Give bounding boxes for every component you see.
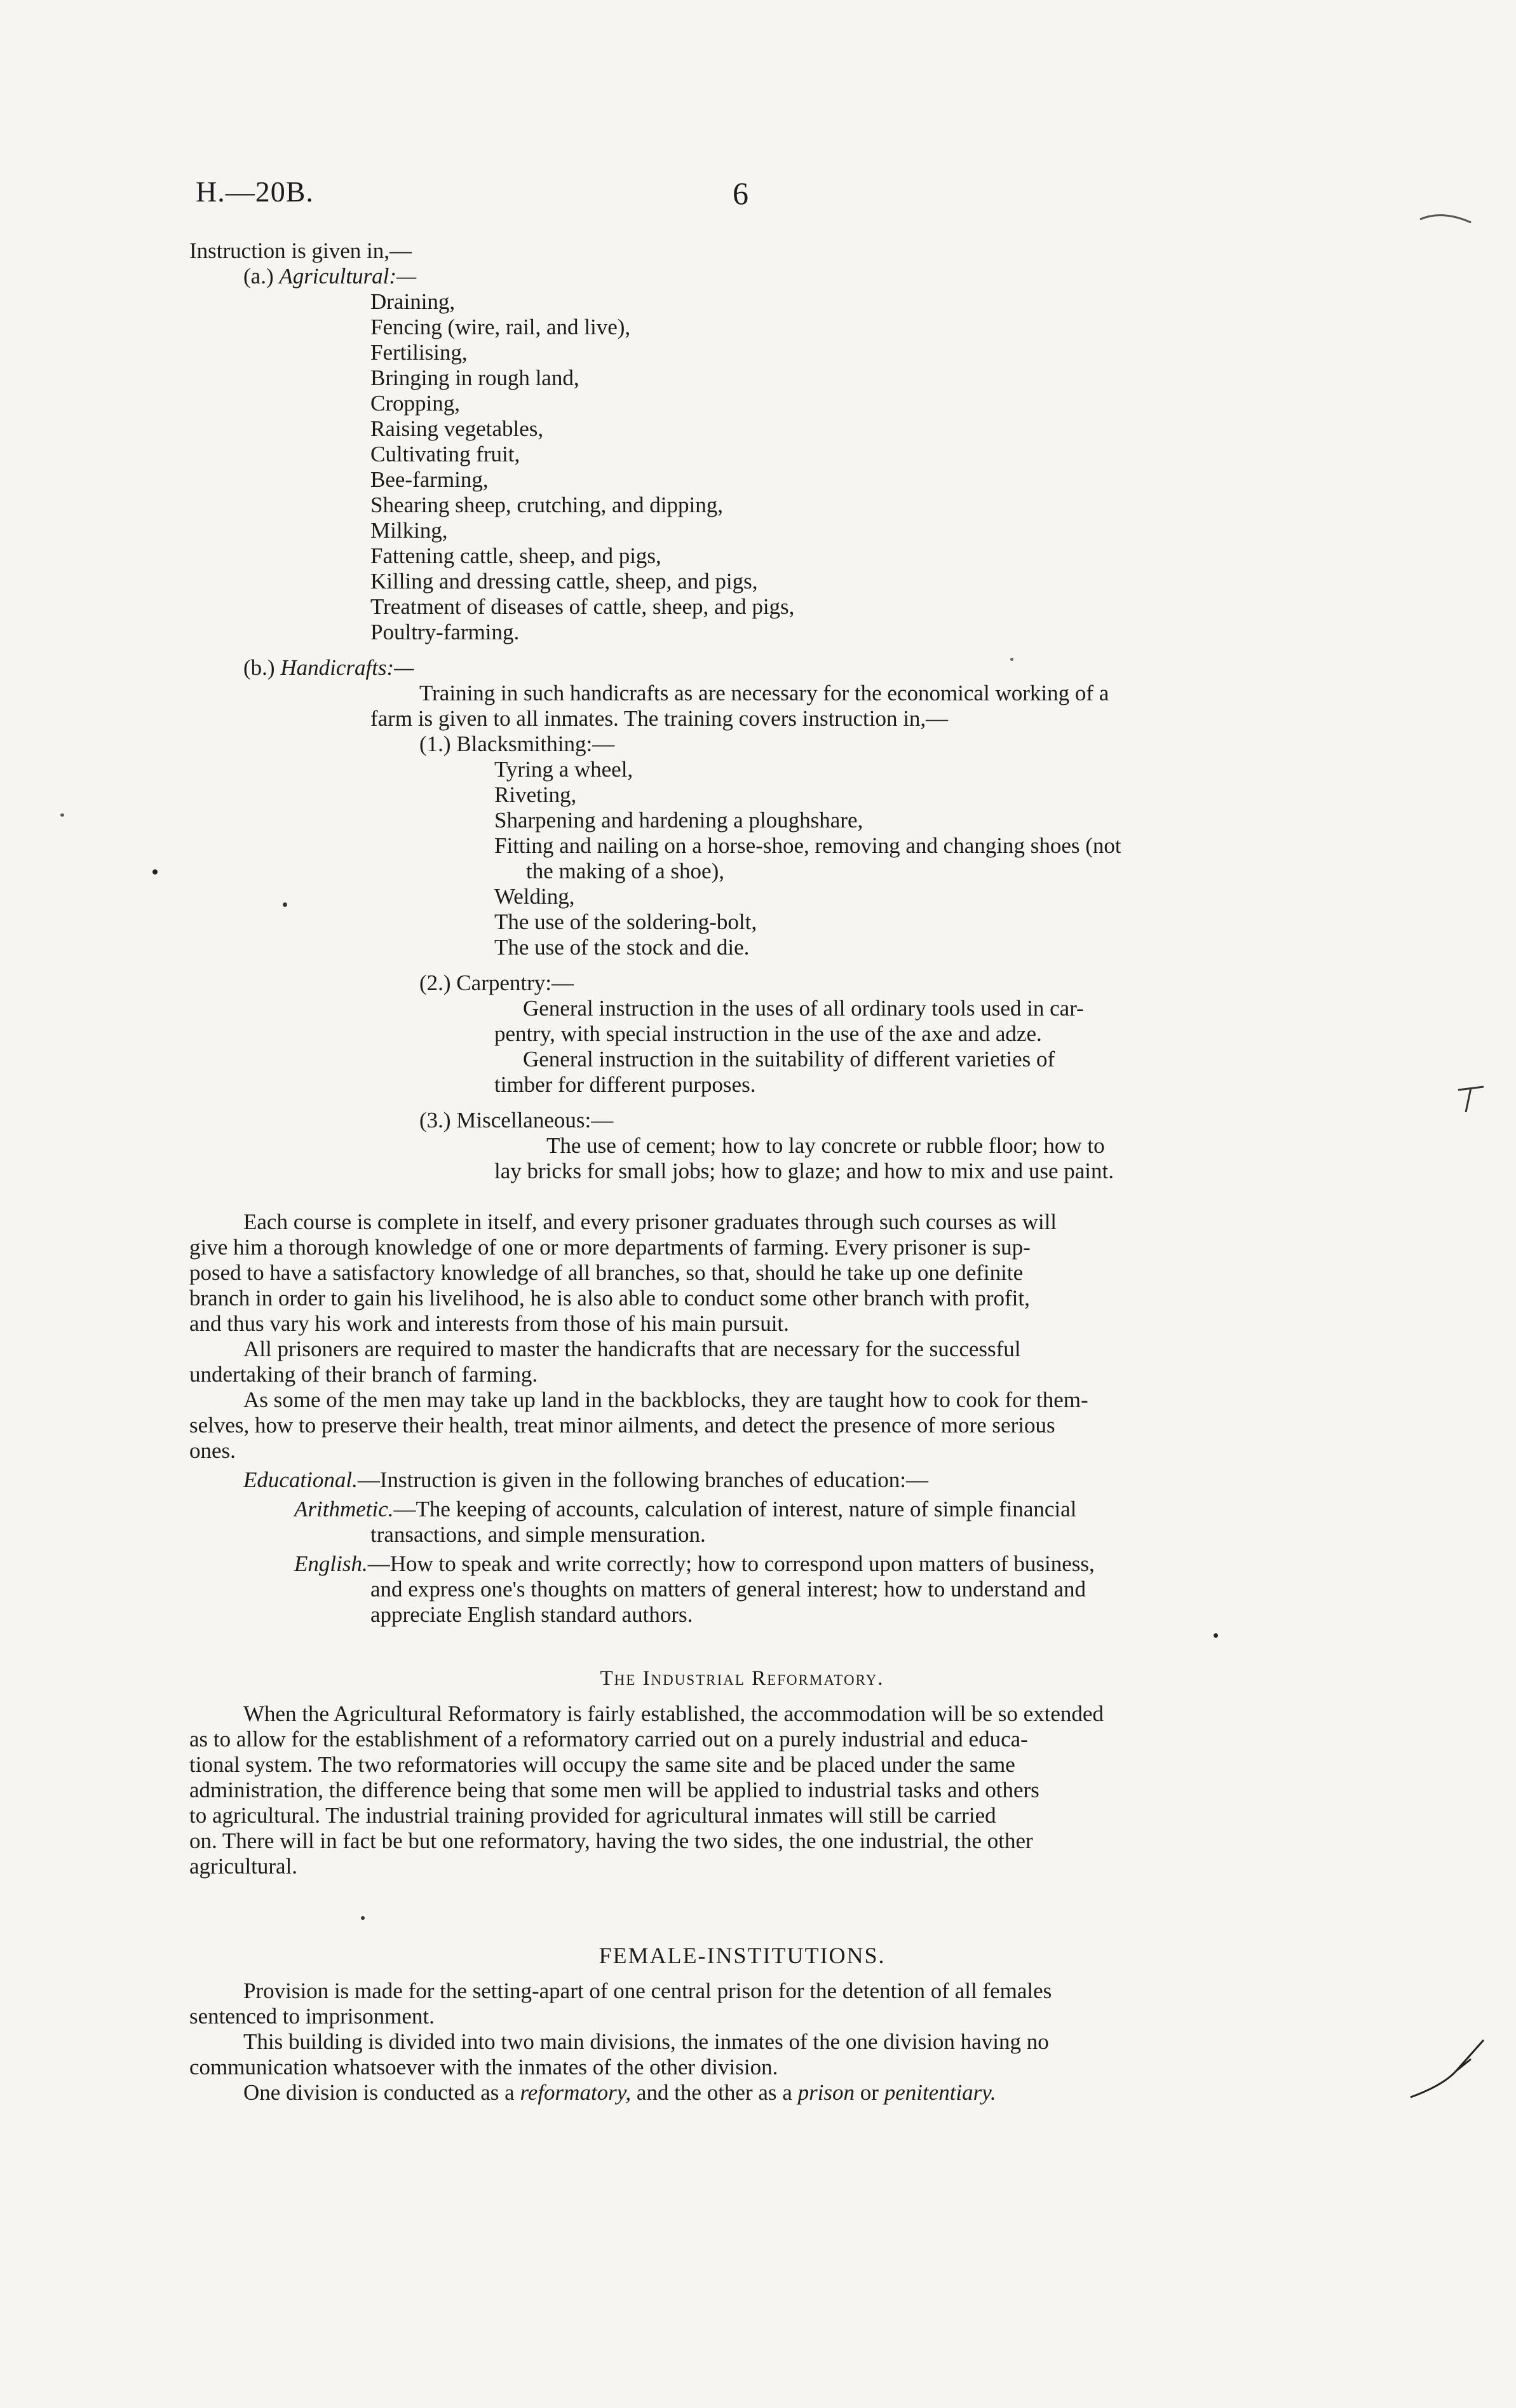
arithmetic-line: transactions, and simple mensuration. bbox=[370, 1522, 706, 1547]
list-item: Riveting, bbox=[494, 782, 577, 807]
paragraph-line: tional system. The two reformatories will occupy the same site and be placed under the same bbox=[189, 1752, 1015, 1777]
paragraph-line: to agricultural. The industrial training provided for agricultural inmates will still be carried bbox=[189, 1803, 996, 1828]
carpentry-line: timber for different purposes. bbox=[494, 1072, 756, 1097]
carpentry-line: pentry, with special instruction in the use of the axe and adze. bbox=[494, 1021, 1042, 1046]
list-item: Fitting and nailing on a horse-shoe, removing and changing shoes (not bbox=[494, 833, 1121, 858]
female-paragraph-1 bbox=[189, 1978, 1295, 2029]
list-item: Cultivating fruit, bbox=[370, 442, 520, 466]
carpentry-line: General instruction in the suitability of different varieties of bbox=[523, 1047, 1055, 1071]
female-paragraph-3 bbox=[189, 2080, 1295, 2105]
emphasis-prison: prison bbox=[797, 2080, 855, 2105]
paragraph-line: Each course is complete in itself, and every prisoner graduates through such courses as will bbox=[243, 1209, 1057, 1234]
scan-dot bbox=[60, 813, 64, 817]
list-item: Killing and dressing cattle, sheep, and pigs, bbox=[370, 569, 758, 594]
miscellaneous-line: The use of cement; how to lay concrete or rubble floor; how to bbox=[546, 1133, 1105, 1158]
paragraph-line: communication whatsoever with the inmates of the other division. bbox=[189, 2055, 778, 2079]
educational-intro: —Instruction is given in the following branches of education:— bbox=[357, 1467, 928, 1492]
arithmetic-text: —The keeping of accounts, calculation of interest, nature of simple financial bbox=[393, 1497, 1077, 1521]
educational-heading bbox=[189, 1467, 1295, 1493]
female-institutions-heading: FEMALE-INSTITUTIONS. bbox=[599, 1943, 886, 1968]
margin-pen-stroke bbox=[1407, 2034, 1490, 2104]
arithmetic-title: Arithmetic. bbox=[294, 1497, 394, 1521]
blacksmithing-heading: (1.) Blacksmithing:— bbox=[419, 731, 615, 756]
paragraph-line: sentenced to imprisonment. bbox=[189, 2004, 435, 2029]
list-item: The use of the stock and die. bbox=[494, 935, 750, 960]
paragraph-line: on. There will in fact be but one reformatory, having the two sides, the one industrial, the other bbox=[189, 1828, 1033, 1853]
paragraph-line: agricultural. bbox=[189, 1854, 298, 1879]
english-line: and express one's thoughts on matters of general interest; how to understand and bbox=[370, 1577, 1086, 1602]
paragraph-line: as to allow for the establishment of a reformatory carried out on a purely industrial and educa- bbox=[189, 1727, 1028, 1752]
handicrafts-intro-line: farm is given to all inmates. The training covers instruction in,— bbox=[370, 706, 949, 731]
list-item: Treatment of diseases of cattle, sheep, and pigs, bbox=[370, 594, 795, 619]
document-reference: H.—20B. bbox=[196, 175, 314, 208]
english-line bbox=[189, 1551, 1295, 1577]
page-body bbox=[189, 238, 1295, 2105]
paragraph-line: All prisoners are required to master the handicrafts that are necessary for the successful bbox=[243, 1337, 1021, 1361]
arithmetic-line bbox=[189, 1497, 1295, 1522]
emphasis-reformatory: reformatory, bbox=[520, 2080, 632, 2105]
paragraph-line: ones. bbox=[189, 1438, 236, 1463]
list-item: Raising vegetables, bbox=[370, 416, 544, 441]
english-text: —How to speak and write correctly; how to correspond upon matters of business, bbox=[367, 1551, 1095, 1576]
miscellaneous-heading: (3.) Miscellaneous:— bbox=[419, 1108, 614, 1133]
agricultural-label: (a.) bbox=[243, 264, 274, 289]
list-item: Fattening cattle, sheep, and pigs, bbox=[370, 543, 661, 568]
list-item: Cropping, bbox=[370, 391, 460, 416]
list-item: Sharpening and hardening a ploughshare, bbox=[494, 808, 863, 833]
list-item: The use of the soldering-bolt, bbox=[494, 909, 757, 934]
industrial-reformatory-heading: The Industrial Reformatory. bbox=[600, 1667, 884, 1690]
instruction-intro: Instruction is given in,— bbox=[189, 238, 412, 263]
paragraph-text: One division is conducted as a bbox=[243, 2080, 520, 2105]
paragraph-text: or bbox=[855, 2080, 884, 2105]
handicrafts-label: (b.) bbox=[243, 655, 275, 680]
carpentry-heading: (2.) Carpentry:— bbox=[419, 970, 574, 995]
paragraph-line: Provision is made for the setting-apart of one central prison for the detention of all females bbox=[243, 1978, 1052, 2003]
paragraph-line: When the Agricultural Reformatory is fairly established, the accommodation will be so extended bbox=[243, 1701, 1104, 1726]
paragraph-line: branch in order to gain his livelihood, he is also able to conduct some other branch with profit, bbox=[189, 1286, 1030, 1310]
carpentry-line: General instruction in the uses of all ordinary tools used in car- bbox=[523, 996, 1084, 1021]
agricultural-list bbox=[189, 289, 1295, 645]
paragraph-line: posed to have a satisfactory knowledge of all branches, so that, should he take up one definite bbox=[189, 1260, 1024, 1285]
female-paragraph-2 bbox=[189, 2029, 1295, 2080]
list-item-continuation: the making of a shoe), bbox=[526, 859, 724, 883]
blacksmithing-list bbox=[189, 757, 1295, 960]
margin-tick-mark bbox=[1452, 1061, 1490, 1119]
scan-dot bbox=[152, 869, 158, 874]
backblocks-paragraph bbox=[189, 1387, 1295, 1464]
margin-pencil-mark bbox=[1417, 203, 1474, 229]
list-item: Bringing in rough land, bbox=[370, 365, 579, 390]
list-item: Poultry-farming. bbox=[370, 620, 520, 644]
educational-title: Educational. bbox=[243, 1467, 358, 1492]
handicrafts-heading bbox=[189, 655, 1295, 681]
miscellaneous-line: lay bricks for small jobs; how to glaze; and how to mix and use paint. bbox=[494, 1159, 1114, 1183]
page-number: 6 bbox=[733, 175, 749, 211]
english-line: appreciate English standard authors. bbox=[370, 1602, 693, 1627]
agricultural-heading bbox=[189, 264, 1295, 289]
paragraph-text: and the other as a bbox=[631, 2080, 798, 2105]
paragraph-line: undertaking of their branch of farming. bbox=[189, 1362, 538, 1387]
list-item: Bee-farming, bbox=[370, 467, 489, 492]
paragraph-line: This building is divided into two main divisions, the inmates of the one division having no bbox=[243, 2029, 1049, 2054]
paragraph-line: As some of the men may take up land in the backblocks, they are taught how to cook for them- bbox=[243, 1387, 1088, 1412]
paragraph-line: selves, how to preserve their health, treat minor ailments, and detect the presence of more serious bbox=[189, 1413, 1055, 1438]
english-title: English. bbox=[294, 1551, 368, 1576]
list-item: Welding, bbox=[494, 884, 575, 909]
paragraph-line: give him a thorough knowledge of one or more departments of farming. Every prisoner is sup- bbox=[189, 1235, 1031, 1260]
course-paragraph bbox=[189, 1209, 1295, 1337]
list-item: Draining, bbox=[370, 289, 456, 314]
paragraph-line: and thus vary his work and interests from those of his main pursuit. bbox=[189, 1311, 789, 1336]
list-item: Milking, bbox=[370, 518, 448, 543]
paragraph-line: administration, the difference being that some men will be applied to industrial tasks and others bbox=[189, 1778, 1039, 1802]
list-item: Fencing (wire, rail, and live), bbox=[370, 315, 631, 339]
list-item: Tyring a wheel, bbox=[494, 757, 633, 782]
industrial-paragraph bbox=[189, 1701, 1295, 1879]
handicrafts-paragraph bbox=[189, 1337, 1295, 1387]
list-item: Fertilising, bbox=[370, 340, 468, 365]
handicrafts-intro-line: Training in such handicrafts as are necessary for the economical working of a bbox=[419, 681, 1109, 705]
agricultural-title: Agricultural:— bbox=[279, 264, 417, 289]
emphasis-penitentiary: penitentiary. bbox=[884, 2080, 996, 2105]
handicrafts-title: Handicrafts:— bbox=[280, 655, 414, 680]
list-item: Shearing sheep, crutching, and dipping, bbox=[370, 493, 724, 517]
